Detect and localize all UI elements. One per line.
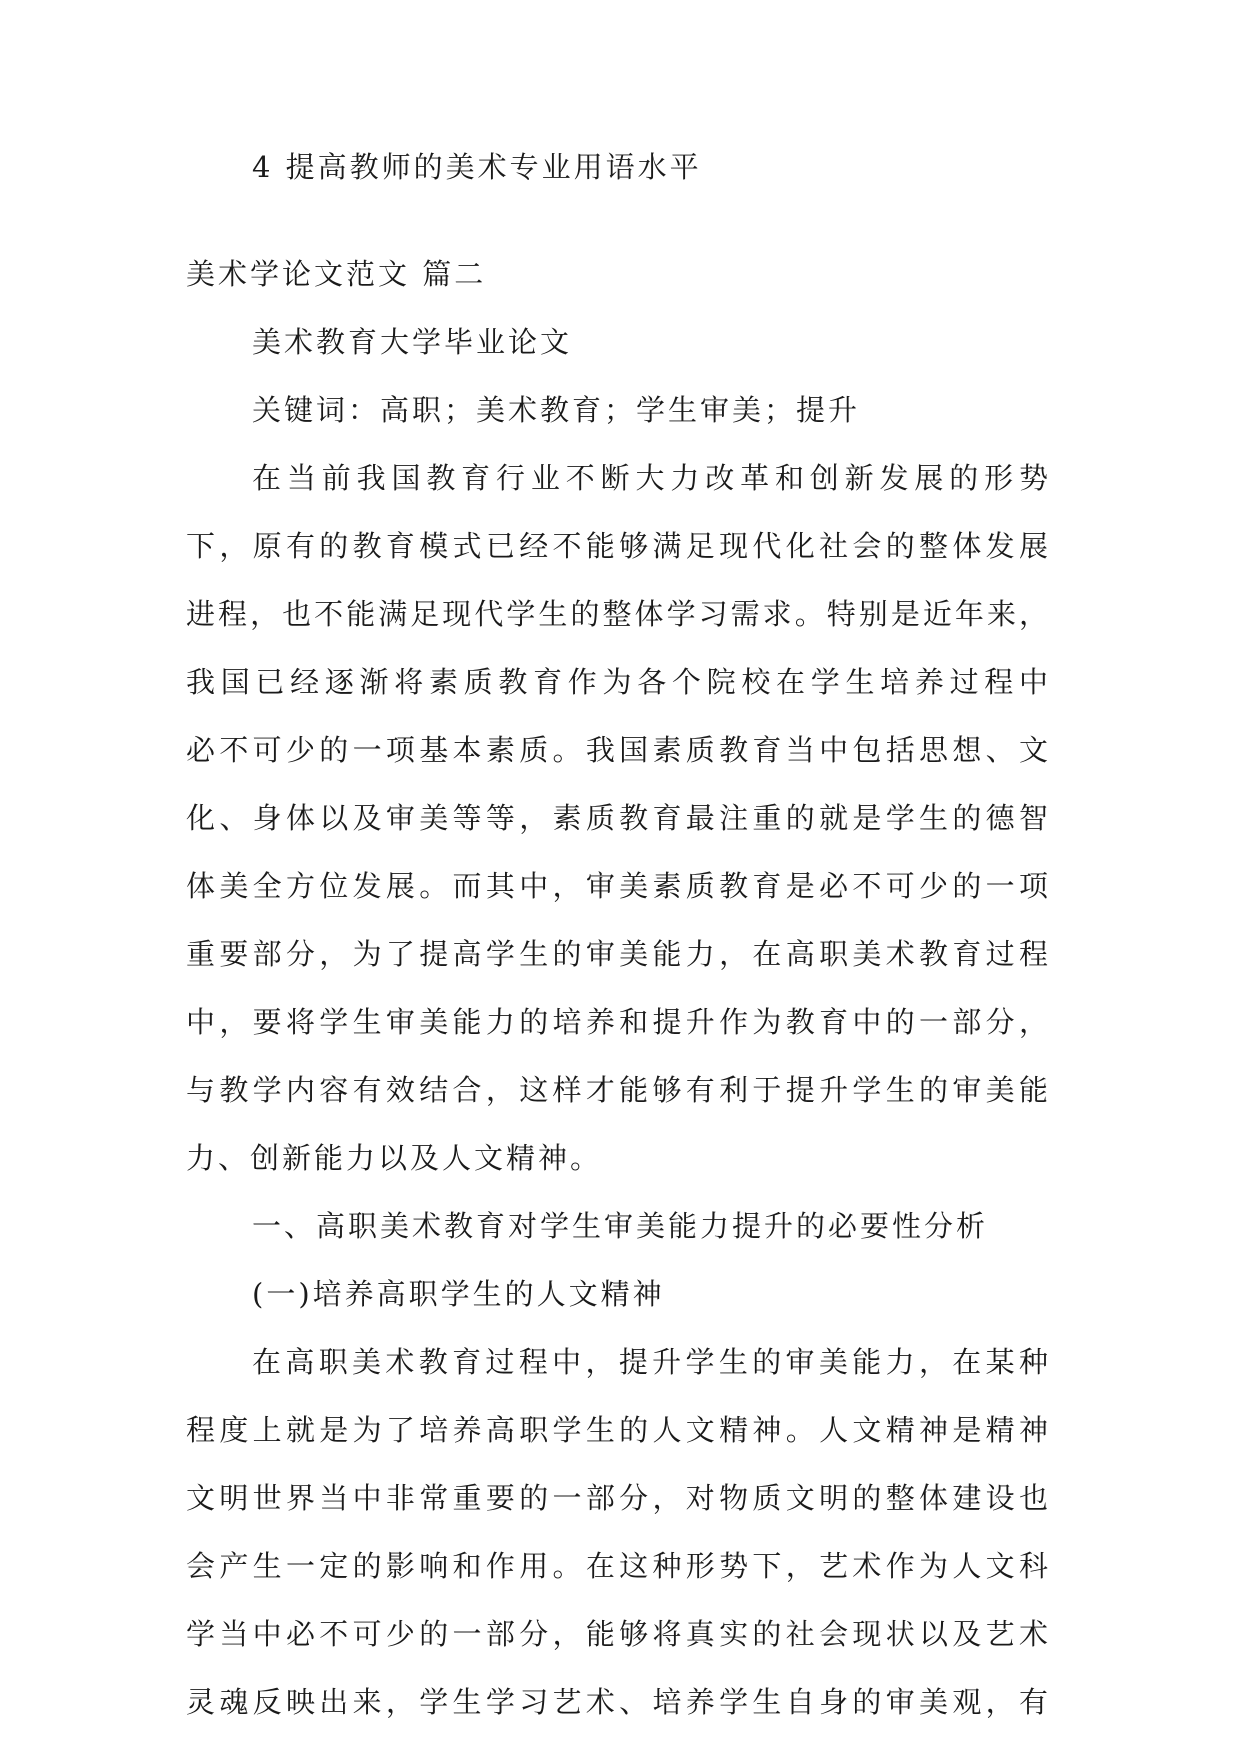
paragraph-line: 与教学内容有效结合，这样才能够有利于提升学生的审美能 [186,1073,1048,1107]
paragraph-line: 下，原有的教育模式已经不能够满足现代化社会的整体发展 [186,529,1048,563]
paragraph-line: 程度上就是为了培养高职学生的人文精神。人文精神是精神 [186,1413,1048,1447]
paragraph-line: 会产生一定的影响和作用。在这种形势下，艺术作为人文科 [186,1549,1048,1583]
previous-list-item: 4 提高教师的美术专业用语水平 [252,150,702,184]
paragraph-line: 文明世界当中非常重要的一部分，对物质文明的整体建设也 [186,1481,1048,1515]
paragraph-line: 在高职美术教育过程中，提升学生的审美能力，在某种 [252,1345,1048,1379]
paragraph-line: 力、创新能力以及人文精神。 [186,1141,603,1175]
paragraph-line: 学当中必不可少的一部分，能够将真实的社会现状以及艺术 [186,1617,1048,1651]
paragraph-line: 进程，也不能满足现代学生的整体学习需求。特别是近年来， [186,597,1048,631]
paragraph-line: 在当前我国教育行业不断大力改革和创新发展的形势 [252,461,1048,495]
paragraph-line: 灵魂反映出来，学生学习艺术、培养学生自身的审美观，有 [186,1685,1048,1719]
paragraph-line: 化、身体以及审美等等，素质教育最注重的就是学生的德智 [186,801,1048,835]
paragraph-line: 必不可少的一项基本素质。我国素质教育当中包括思想、文 [186,733,1048,767]
keywords-line: 关键词：高职；美术教育；学生审美；提升 [252,393,861,427]
article-title: 美术教育大学毕业论文 [252,325,573,359]
section-heading: 美术学论文范文 篇二 [186,257,487,291]
subsection-heading: (一)培养高职学生的人文精神 [252,1277,665,1311]
subsection-heading: 一、高职美术教育对学生审美能力提升的必要性分析 [252,1209,989,1243]
paragraph-line: 体美全方位发展。而其中，审美素质教育是必不可少的一项 [186,869,1048,903]
paragraph-line: 重要部分，为了提高学生的审美能力，在高职美术教育过程 [186,937,1048,971]
paragraph-line: 中，要将学生审美能力的培养和提升作为教育中的一部分， [186,1005,1048,1039]
paragraph-line: 我国已经逐渐将素质教育作为各个院校在学生培养过程中 [186,665,1048,699]
